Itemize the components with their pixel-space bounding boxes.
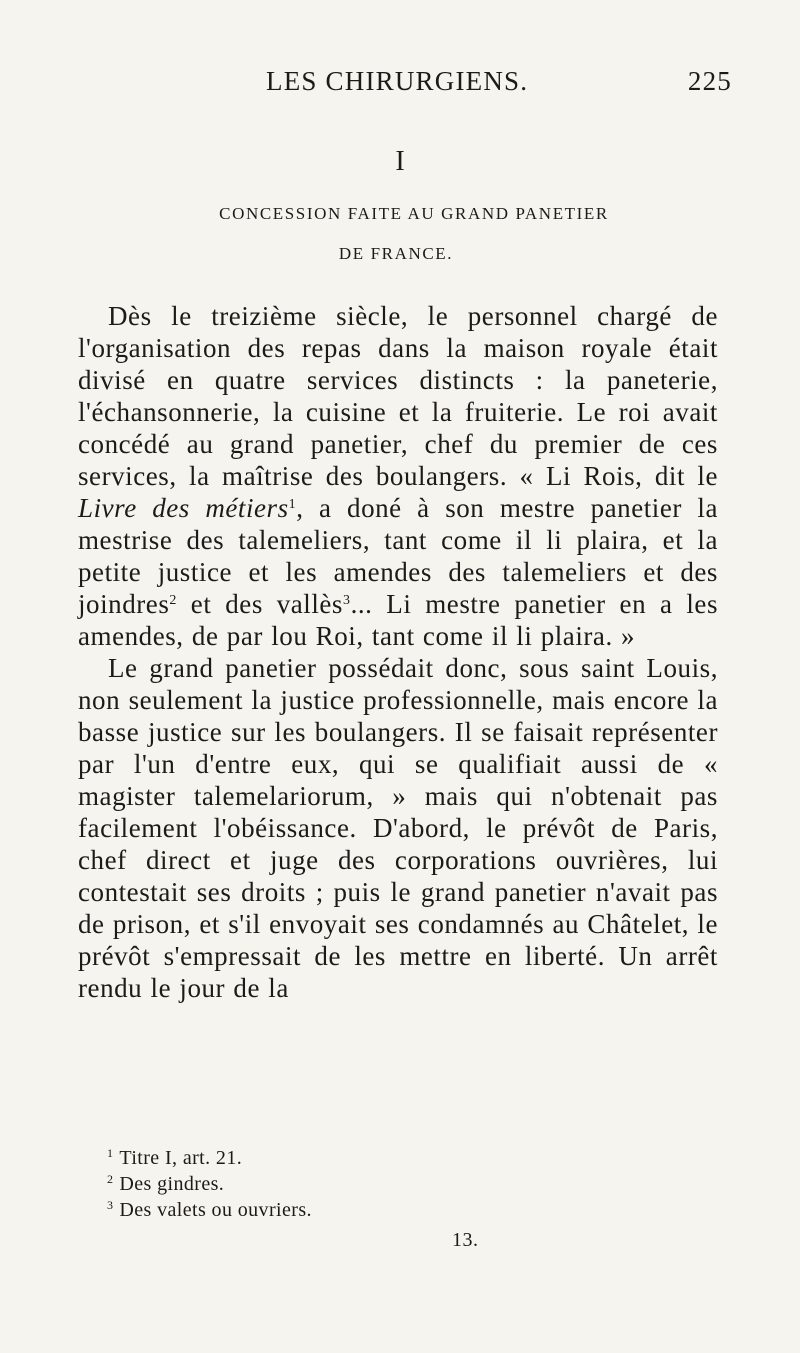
footnote-ref-3: 3 xyxy=(343,593,351,608)
footnote xyxy=(107,1171,312,1197)
section-heading-line-2: DE FRANCE. xyxy=(338,244,454,263)
running-head xyxy=(238,66,732,106)
footnote-text: Des valets ou ouvriers. xyxy=(119,1199,312,1221)
footnote-ref-2: 2 xyxy=(169,593,177,608)
footnote xyxy=(107,1197,312,1223)
footnote-marker: 3 xyxy=(107,1198,114,1212)
paragraph-2: Le grand panetier possédait donc, sous saint Louis, non seulement la justice professionnelle, mais encore la basse justice sur les boulangers. Il se faisait représenter par l'un d'entre eux, qui se qualifiait aussi de « magister talemelariorum, » mais qui n'obtenait pas facilement l'obéissance. D'abord, le prévôt de Paris, chef direct et juge des corporations ouvrières, lui contestait ses droits ; puis le grand panetier n'avait pas de prison, et s'il envoyait ses condamnés au Châtelet, le prévôt s'empressait de les mettre en liberté. Un arrêt rendu le jour de la xyxy=(78,653,718,1003)
section-heading-line-1: CONCESSION FAITE AU GRAND PANETIER xyxy=(219,204,609,223)
footnote-marker: 1 xyxy=(107,1146,114,1160)
paragraph-1-text-a: Dès le treizième siècle, le personnel chargé de l'organisation des repas dans la maison royale était divisé en quatre services distincts : la paneterie, l'échansonnerie, la cuisine et la fruiterie. Le roi avait concédé au grand panetier, chef du premier de ces services, la maîtrise des boulangers. « Li Rois, dit le xyxy=(78,301,718,491)
footnote-marker: 2 xyxy=(107,1172,114,1186)
running-head-title: LES CHIRURGIENS. xyxy=(266,66,529,96)
footnote-text: Des gindres. xyxy=(119,1173,225,1195)
paragraph-1-text-d: ... Li mestre panetier en a les amendes, de par lou Roi, tant come il li plaira. » xyxy=(78,589,719,651)
footnotes xyxy=(107,1145,312,1223)
footnote-ref-1: 1 xyxy=(288,497,297,512)
footnote xyxy=(107,1145,312,1171)
section-number: I xyxy=(395,146,405,177)
paragraph-1 xyxy=(78,300,718,652)
paragraph-1-text-c: et des vallès xyxy=(176,589,343,619)
paragraph-1-text-b: , a doné à son mestre panetier la mestrise des talemeliers, tant come il li plaira, et la petite justice et les amendes des talemeliers et des joindres xyxy=(78,493,718,619)
signature-mark: 13. xyxy=(452,1229,479,1251)
body-text xyxy=(78,300,718,1004)
footnote-text: Titre I, art. 21. xyxy=(119,1147,243,1169)
book-title-livre-des-metiers: Livre des métiers xyxy=(78,493,289,523)
page-number: 225 xyxy=(687,66,732,96)
